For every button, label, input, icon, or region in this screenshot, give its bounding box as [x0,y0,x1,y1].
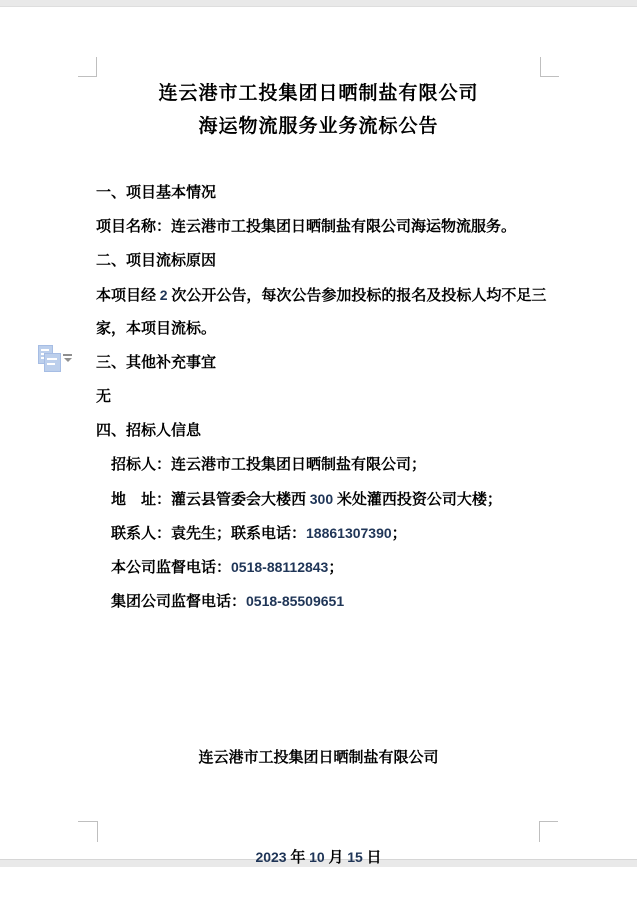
paragraph-line [96,346,542,380]
cjk-text: 项目名称：连云港市工投集团日晒制盐有限公司海运物流服务。 [96,219,517,235]
window-background-top [0,0,637,7]
number-text: 300 [309,491,334,507]
paragraph-line [96,414,542,448]
cjk-text: 集团公司监督电话： [111,594,247,610]
cjk-text: 月 [324,850,348,866]
paragraph-line [96,244,542,278]
paragraph-line [96,380,542,414]
footer-company-name: 连云港市工投集团日晒制盐有限公司 [198,750,439,766]
paragraph-line [96,210,542,244]
paragraph-line [96,550,542,584]
cjk-text: 联系人：袁先生；联系电话： [111,526,307,542]
cjk-text: 年 [286,850,310,866]
cjk-text: 一、项目基本情况 [96,185,217,201]
chevron-down-icon[interactable] [64,358,72,362]
paragraph-line [96,584,542,618]
crop-mark-top-right [540,57,559,77]
cjk-text: 四、招标人信息 [96,423,202,439]
document-title [0,77,637,143]
cjk-text: 家，本项目流标。 [96,321,217,337]
paste-options-icon-front [44,353,61,372]
cjk-text: 本项目经 [96,288,160,304]
cjk-text: 招标人：连云港市工投集团日晒制盐有限公司； [111,457,427,473]
paragraph-line [96,448,542,482]
cjk-text: 三、其他补充事宜 [96,355,217,371]
paragraph-line [96,516,542,550]
paragraph-line [96,278,547,312]
chevron-down-icon[interactable] [63,354,72,356]
paragraph-line [96,176,542,210]
number-text: 2023 [255,849,287,865]
number-text: 2 [159,287,168,303]
document-body [96,176,547,618]
cjk-text: 米处灌西投资公司大楼； [333,492,502,508]
paragraph-line [96,482,542,516]
cjk-text: ； [391,526,407,542]
number-text: 15 [347,849,363,865]
cjk-text: 二、项目流标原因 [96,253,217,269]
document-footer [0,676,637,908]
cjk-text: 地 址：灌云县管委会大楼西 [111,492,310,508]
number-text: 18861307390 [306,525,392,541]
cjk-text: ； [328,560,344,576]
cjk-text: 日 [362,850,382,866]
crop-mark-top-left [78,57,97,77]
number-text: 10 [309,849,325,865]
paste-options-button[interactable] [36,344,74,376]
number-text: 0518-85509651 [246,593,345,609]
cjk-text: 次公开公告，每次公告参加投标的报名及投标人均不足三 [167,288,547,304]
title-line: 海运物流服务业务流标公告 [198,116,439,137]
cjk-text: 无 [96,389,112,405]
paragraph-line [96,312,542,346]
footer-date [0,841,637,875]
title-line: 连云港市工投集团日晒制盐有限公司 [158,83,479,104]
cjk-text: 本公司监督电话： [111,560,232,576]
number-text: 0518-88112843 [231,559,329,575]
